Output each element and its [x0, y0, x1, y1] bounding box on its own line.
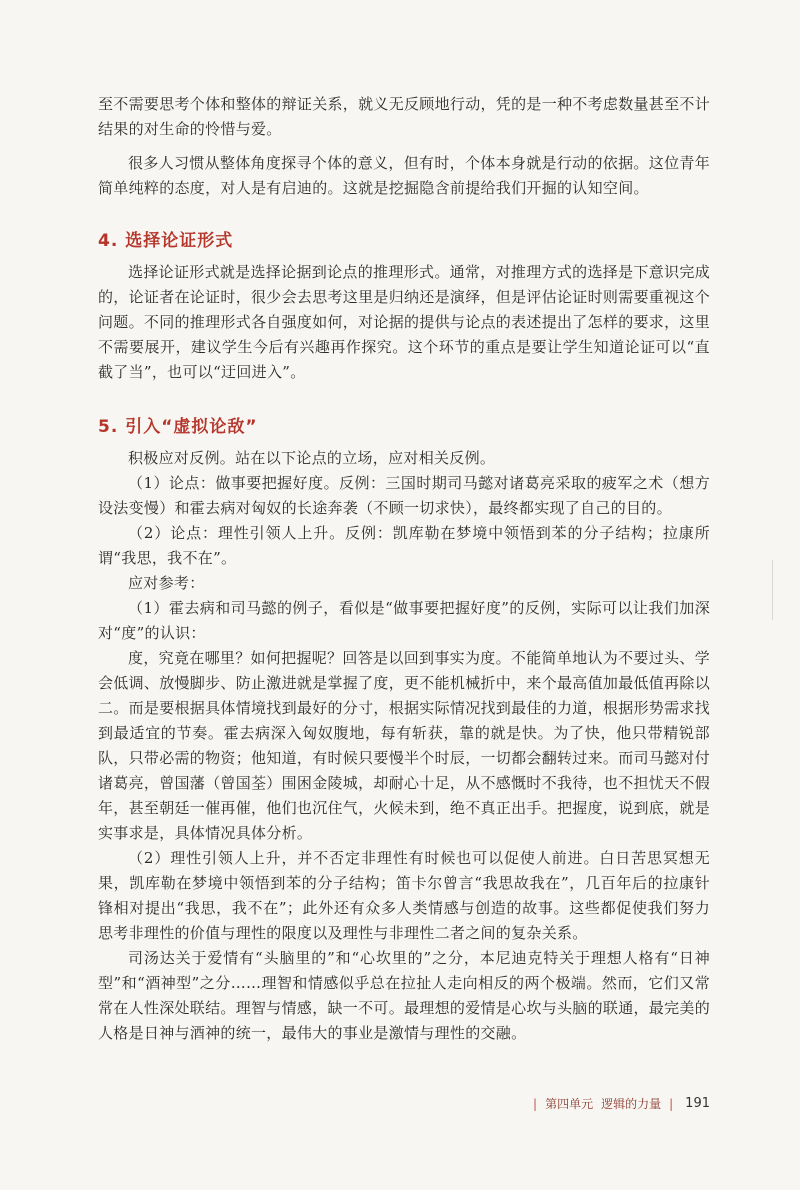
reference-item-2: （2）理性引领人上升，并不否定非理性有时候也可以促使人前进。白日苦思冥想无果，凯库勒在梦境中领悟到苯的分子结构；笛卡尔曾言“我思故我在”，几百年后的拉康针锋相对提出“我思，我不在”；此外还有众多人类情感与创造的故事。这些都促使我们努力思考非理性的价值与理性的限度以及理性与非理性二者之间的复杂关系。	[98, 849, 710, 942]
paragraph-closing: 司汤达关于爱情有“头脑里的”和“心坎里的”之分，本尼迪克特关于理想人格有“日神型”和“酒神型”之分……理智和情感似乎总在拉扯人走向相反的两个极端。然而，它们又常常在人性深处联结。理智与情感，缺一不可。最理想的爱情是心坎与头脑的联通，最完美的人格是日神与酒神的统一，最伟大的事业是激情与理性的交融。	[98, 949, 711, 1042]
reference-item-1-body: 度，究竟在哪里？如何把握呢？回答是以回到事实为度。不能简单地认为不要过头、学会低调、放慢脚步、防止激进就是掌握了度，更不能机械折中，来个最高值加最低值再除以二。而是要根据具体情境找到最好的分寸，根据实际情况找到最佳的力道，根据形势需求找到最适宜的节奏。霍去病深入匈奴腹地，每有斩获，靠的就是快。为了快，他只带精锐部队，只带必需的物资；他知道，有时候只要慢半个时辰，一切都会翻转过来。而司马懿对付诸葛亮，曾国藩（曾国荃）围困金陵城，却耐心十足，从不感慨时不我待，也不担忧天不假年，甚至朝廷一催再催，他们也沉住气，火候未到，绝不真正出手。把握度，说到底，就是实事求是，具体情况具体分析。	[98, 649, 711, 842]
page-body	[98, 92, 710, 1046]
page-footer	[533, 1095, 710, 1112]
page-number: 191	[685, 1096, 710, 1111]
footer-separator-right: |	[669, 1096, 674, 1111]
footer-unit-label: 第四单元	[545, 1097, 594, 1111]
counterexample-item-2: （2）论点：理性引领人上升。反例：凯库勒在梦境中领悟到苯的分子结构；拉康所谓“我思，我不在”。	[98, 524, 710, 567]
reference-item-1: （1）霍去病和司马懿的例子，看似是“做事要把握好度”的反例，实际可以让我们加深对“度”的认识：	[98, 599, 710, 642]
reference-label: 应对参考：	[128, 574, 205, 592]
counterexample-item-1: （1）论点：做事要把握好度。反例：三国时期司马懿对诸葛亮采取的疲军之术（想方设法变慢）和霍去病对匈奴的长途奔袭（不顾一切求快），最终都实现了自己的目的。	[98, 474, 710, 517]
section-heading-5: 5. 引入“虚拟论敌”	[98, 417, 258, 437]
paragraph-counterexample-intro: 积极应对反例。站在以下论点的立场，应对相关反例。	[128, 449, 496, 467]
paragraph-argument-form: 选择论证形式就是选择论据到论点的推理形式。通常，对推理方式的选择是下意识完成的，论证者在论证时，很少会去思考这里是归纳还是演绎，但是评估论证时则需要重视这个问题。不同的推理形式各自强度如何，对论据的提供与论点的表述提出了怎样的要求，这里不需要展开，建议学生今后有兴趣再作探究。这个环节的重点是要让学生知道论证可以“直截了当”，也可以“迂回进入”。	[98, 263, 711, 381]
footer-unit-title: 逻辑的力量	[601, 1097, 662, 1111]
section-heading-4: 4. 选择论证形式	[98, 231, 234, 251]
paragraph-continuation: 至不需要思考个体和整体的辩证关系，就义无反顾地行动，凭的是一种不考虑数量甚至不计结果的对生命的怜惜与爱。	[98, 95, 711, 138]
scan-artifact-line	[772, 560, 773, 620]
footer-separator-left: |	[533, 1096, 538, 1111]
paragraph-individual-meaning: 很多人习惯从整体角度探寻个体的意义，但有时，个体本身就是行动的依据。这位青年简单纯粹的态度，对人是有启迪的。这就是挖掘隐含前提给我们开掘的认知空间。	[98, 154, 710, 197]
